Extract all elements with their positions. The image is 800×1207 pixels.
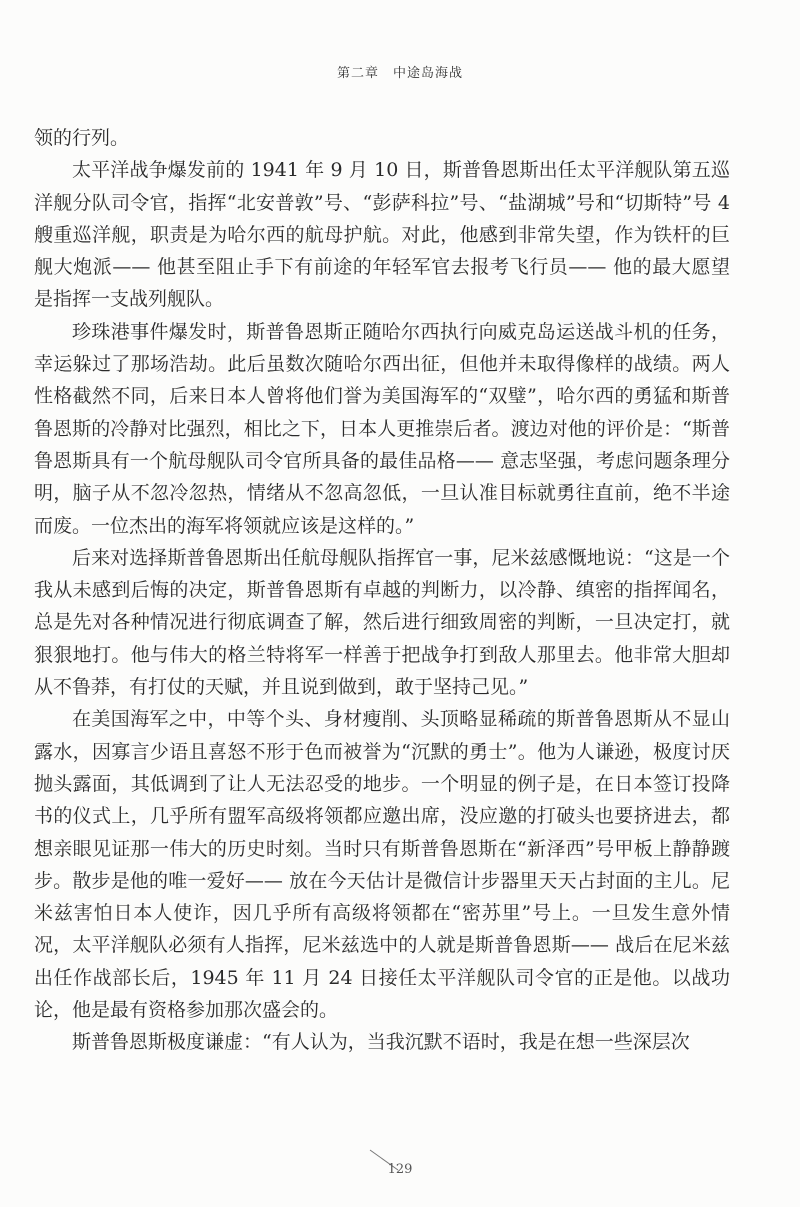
body-text — [34, 122, 730, 1059]
paragraph-5: 在美国海军之中，中等个头、身材瘦削、头顶略显稀疏的斯普鲁恩斯从不显山露水，因寡言少语且喜怒不形于色而被誉为“沉默的勇士”。他为人谦逊，极度讨厌抛头露面，其低调到了让人无法忍受的地步。一个明显的例子是，在日本签订投降书的仪式上，几乎所有盟军高级将领都应邀出席，没应邀的打破头也要挤进去，都想亲眼见证那一伟大的历史时刻。当时只有斯普鲁恩斯在“新泽西”号甲板上静静踱步。散步是他的唯一爱好—— 放在今天估计是微信计步器里天天占封面的主儿。尼米兹害怕日本人使诈，因几乎所有高级将领都在“密苏里”号上。一旦发生意外情况，太平洋舰队必须有人指挥，尼米兹选中的人就是斯普鲁恩斯—— 战后在尼米兹出任作战部长后，1945 年 11 月 24 日接任太平洋舰队司令官的正是他。以战功论，他是最有资格参加那次盛会的。 — [34, 708, 730, 1022]
paragraph-4: 后来对选择斯普鲁恩斯出任航母舰队指挥官一事，尼米兹感慨地说：“这是一个我从未感到后悔的决定，斯普鲁恩斯有卓越的判断力，以冷静、缜密的指挥闻名，总是先对各种情况进行彻底调查了解，然后进行细致周密的判断，一旦决定打，就狠狠地打。他与伟大的格兰特将军一样善于把战争打到敌人那里去。他非常大胆却从不鲁莽，有打仗的天赋，并且说到做到，敢于坚持己见。” — [34, 546, 730, 699]
paragraph-3: 珍珠港事件爆发时，斯普鲁恩斯正随哈尔西执行向威克岛运送战斗机的任务，幸运躲过了那场浩劫。此后虽数次随哈尔西出征，但他并未取得像样的战绩。两人性格截然不同，后来日本人曾将他们誉为美国海军的“双璧”，哈尔西的勇猛和斯普鲁恩斯的冷静对比强烈，相比之下，日本人更推崇后者。渡边对他的评价是：“斯普鲁恩斯具有一个航母舰队司令官所具备的最佳品格—— 意志坚强，考虑问题条理分明，脑子从不忽冷忽热，情绪从不忽高忽低，一旦认准目标就勇往直前，绝不半途而废。一位杰出的海军将领就应该是这样的。” — [34, 320, 730, 537]
page-number: 129 — [387, 1162, 413, 1177]
paragraph-2: 太平洋战争爆发前的 1941 年 9 月 10 日，斯普鲁恩斯出任太平洋舰队第五巡洋舰分队司令官，指挥“北安普敦”号、“彭萨科拉”号、“盐湖城”号和“切斯特”号 4 艘重巡洋舰，职责是为哈尔西的航母护航。对此，他感到非常失望，作为铁杆的巨舰大炮派—— 他甚至阻止手下有前途的年轻军官去报考飞行员—— 他的最大愿望是指挥一支战列舰队。 — [34, 159, 730, 311]
paragraph-1: 领的行列。 — [34, 127, 130, 149]
running-head: 第二章 中途岛海战 — [336, 66, 463, 81]
paragraph-6: 斯普鲁恩斯极度谦虚：“有人认为，当我沉默不语时，我是在想一些深层次 — [72, 1031, 690, 1054]
